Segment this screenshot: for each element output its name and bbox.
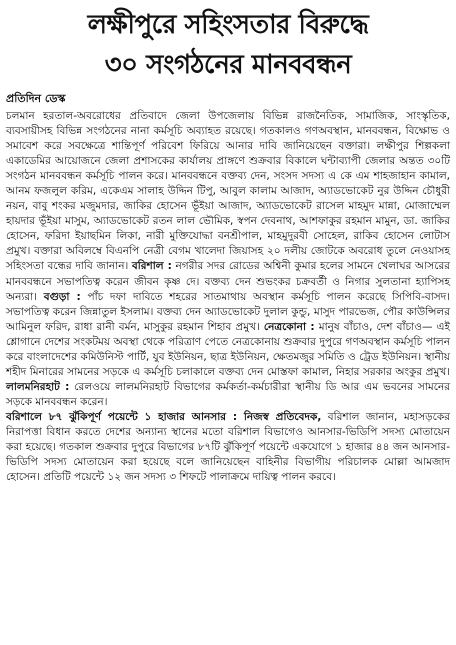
sub-story-heading: বরিশালে ৮৭ ঝুঁকিপূর্ণ পয়েন্টে ১ হাজার আনসার : নিজস্ব প্রতিবেদক, — [6, 410, 322, 423]
article-body-paragraph — [6, 109, 450, 410]
sub-story-text: বরিশাল জানান, মহাসড়কের নিরাপত্তা বিধান করতে দেশের অন্যান্য স্থানের মতো বরিশাল বিভাগেও আনসার-ভিডিপি সদস্য মোতায়েন করা হয়েছে। গতকাল শুক্রবার দুপুরে বিভাগের ৮৭টি ঝুঁকিপূর্ণ পয়েন্টে একযোগে ১ হাজার ৪৪ জন আনসার-ভিডিপি সদস্য মোতায়েন করা হয়েছে বলে জানিয়েছেন বাহিনীর বিভাগীয় পরিচালক মোল্লা আমজাদ হোসেন। প্রতিটি পয়েন্টে ১২ জন সদস্য ৩ শিফটে পালাক্রমে দায়িত্ব পালন করবে। — [6, 410, 450, 484]
body-text-bogura: পাঁচ দফা দাবিতে শহরের সাতমাথায় অবস্থান কর্মসূচি পালন করেছে সিপিবি-বাসদ। সভাপতিত্ব করেন জিন্নাতুল ইসলাম। বক্তব্য দেন অ্যাডভোকেট দুলাল কুন্ডু, মাসুদ পারভেজ, পৌর কাউন্সিলর আমিনুল ফরিদ, রাধা রানী বর্মন, মাসুকুর রহমান শিহাব প্রমুখ। — [6, 290, 450, 333]
headline-line-2: ৩০ সংগঠনের মানববন্ধন — [104, 50, 352, 80]
body-text-barishal: নগরীর সদর রোডের অশ্বিনী কুমার হলের সামনে খেলাঘর আসরের মানববন্ধনে সভাপতিত্ব করেন জীবন কৃষ্ণ দে। বক্তব্য দেন শুভংকর চক্রবর্তী ও নিগার সুলতানা হ্যাপিসহ অন্যরা। — [6, 260, 450, 303]
dateline-bogura: বগুড়া : — [43, 290, 81, 303]
dateline-lalmonirhat: লালমনিরহাট : — [6, 380, 70, 393]
dateline-barishal: বরিশাল : — [131, 260, 172, 273]
body-text-netrokona: মানুষ বাঁচাও, দেশ বাঁচাও— এই শ্লোগানে দেশের সংকটময় অবস্থা থেকে পরিত্রাণ পেতে নেত্রকোনায় শুক্রবার দুপুরে গণঅবস্থান কর্মসূচি পালন করে বাংলাদেশের কমিউনিস্ট পার্টি, যুব ইউনিয়ন, ছাত্র ইউনিয়ন, ক্ষেতমজুর সমিতি ও ট্রেড ইউনিয়ন। স্থানীয় শহীদ মিনারের সামনের সড়কে এ কর্মসূচি চলাকালে বক্তব্য দেন মোস্তফা কামাল, নিহার সরকার অংকুর প্রমুখ। — [6, 320, 451, 378]
body-text: চলমান হরতাল-অবরোধের প্রতিবাদে জেলা উপজেলায় বিভিন্ন রাজনৈতিক, সামাজিক, সাংস্কৃতিক, ব্যবসায়ীসহ বিভিন্ন সংগঠনের নানা কর্মসূচি অব্যাহত রয়েছে। গতকালও গণঅবস্থান, মানববন্ধন, বিক্ষোভ ও সমাবেশ করে সবক্ষেত্রে শান্তিপূর্ণ পরিবেশ ফিরিয়ে আনার দাবি জানিয়েছেন বক্তারা। লক্ষীপুর শিল্পকলা একাডেমির আয়োজনে জেলা প্রশাসকের কার্যালয় প্রাঙ্গণে শুক্রবার বিকালে ঘন্টাব্যাপী জেলার অন্তত ৩০টি সংগঠন মানববন্ধন কর্মসূচি পালন করে। মানববন্ধনে বক্তব্য দেন, সংসদ সদস্য এ কে এম শাহজাহান কামাল, আনম ফজলুল করিম, একেএম সালাহ উদ্দিন টিপু, আবুল কালাম আজাদ, অ্যাডভোকেট নুর উদ্দিন চৌধুরী নয়ন, বাবু শংকর মজুমদার, জাকির হোসেন ভূঁইয়া আজাদ, অ্যাডভোকেট রাসেল মাহমুদ মান্না, মোজাম্মেল হায়দার ভূঁইয়া মাসুম, অ্যাডভোকেট রতন লাল ভৌমিক, স্বপন দেবনাথ, আশফাকুর রহমান মামুন, ডা. জাকির হোসেন, ফরিদা ইয়াছমিন লিকা, নারী মুক্তিযোদ্ধা বনশ্রীপাল, মাহমুদুরবী সোহেল, রাকিব হোসেন লোটাস প্রমুখ। বক্তারা অবিলম্বে বিএনপি নেত্রী বেগম খালেদা জিয়াসহ ২০ দলীয় জোটকে অবরোধ তুলে নেওয়াসহ সহিংসতা বন্ধের দাবি জানান। — [6, 110, 450, 273]
dateline-netrokona: নেত্রকোনা : — [263, 320, 315, 333]
byline: প্রতিদিন ডেস্ক — [6, 92, 66, 105]
headline-line-1: লক্ষীপুরে সহিংসতার বিরুদ্ধে — [87, 10, 369, 40]
sub-story-paragraph — [6, 410, 450, 485]
body-text-lalmonirhat: রেলওয়ে লালমনিরহাট বিভাগের কর্মকর্তা-কর্মচারীরা স্থানীয় ডি আর এম ভবনের সামনের সড়কে মানববন্ধন করেন। — [6, 380, 450, 408]
